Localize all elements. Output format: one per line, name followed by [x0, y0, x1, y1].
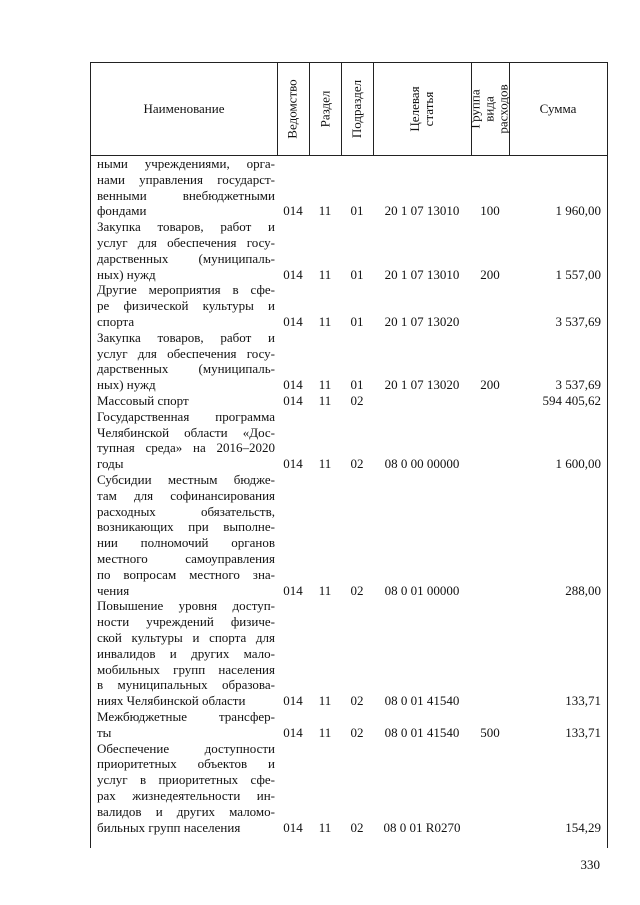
vedomstvo-cell: 014 [283, 693, 303, 709]
podrazdel-cell: 01 [350, 377, 364, 393]
table-row [91, 805, 607, 819]
table-row [91, 394, 607, 408]
table-row [91, 410, 607, 424]
row-name-line: местного самоуправления [97, 552, 275, 566]
summa-cell: 1 600,00 [555, 456, 601, 472]
gruppa-cell: 200 [480, 377, 500, 393]
table-row [91, 426, 607, 440]
razdel-cell: 11 [318, 819, 332, 835]
vedomstvo-cell: 014 [283, 724, 303, 740]
row-name-line: тупная среда» на 2016–2020 [97, 441, 275, 456]
podrazdel-cell: 01 [350, 203, 364, 219]
table-row [91, 726, 607, 740]
row-name-line: ре физической культуры и [97, 299, 275, 314]
table-row [91, 347, 607, 361]
row-name-line: ными учреждениями, орга- [97, 157, 275, 171]
row-name-line: Межбюджетные трансфер- [97, 710, 275, 724]
row-name-line: услуг для обеспечения госу- [97, 346, 275, 361]
table-row [91, 489, 607, 503]
razdel-cell: 11 [318, 314, 332, 329]
row-name-line: фондами [97, 204, 147, 219]
table-row [91, 757, 607, 771]
celevaya-cell: 08 0 00 00000 [384, 456, 460, 472]
razdel-cell: 11 [318, 693, 332, 709]
header-podrazdel: Подраздел [349, 79, 365, 139]
summa-cell: 288,00 [565, 582, 601, 598]
table-row [91, 773, 607, 787]
table-row [91, 789, 607, 803]
table-row [91, 331, 607, 345]
row-name-line: Государственная программа [97, 409, 275, 424]
table-row [91, 378, 607, 392]
summa-cell: 154,29 [565, 819, 601, 835]
table-row [91, 252, 607, 266]
podrazdel-cell: 02 [350, 819, 364, 835]
row-name-line: валидов и других маломо- [97, 804, 275, 819]
celevaya-cell: 08 0 01 41540 [384, 724, 460, 740]
table-row [91, 441, 607, 455]
table-row [91, 615, 607, 629]
celevaya-cell: 08 0 01 R0270 [383, 819, 461, 835]
row-name-line: ных) нужд [97, 378, 156, 393]
podrazdel-cell: 02 [350, 693, 364, 709]
table-row [91, 599, 607, 613]
row-name-line: мобильных групп населения [97, 662, 275, 677]
row-name-line: Массовый спорт [97, 394, 189, 408]
celevaya-cell: 20 1 07 13010 [384, 266, 460, 282]
vedomstvo-cell: 014 [283, 266, 303, 282]
row-name-line: инвалидов и других мало- [97, 646, 275, 661]
row-name-line: ности учреждений физиче- [97, 615, 275, 630]
table-row [91, 584, 607, 598]
razdel-cell: 11 [318, 456, 332, 472]
table-row [91, 631, 607, 645]
row-name-line: бильных групп населения [97, 820, 241, 835]
table-row [91, 505, 607, 519]
row-name-line: спорта [97, 315, 135, 329]
row-name-line: ской культуры и спорта для [97, 631, 275, 645]
row-name-line: Повышение уровня доступ- [97, 599, 275, 614]
row-name-line: рах жизнедеятельности ин- [97, 789, 275, 803]
row-name-line: ных) нужд [97, 267, 156, 282]
row-name-line: дарственных (муниципаль- [97, 251, 275, 266]
table-row [91, 821, 607, 835]
row-name-line: приоритетных объектов и [97, 757, 275, 772]
header-celevaya: Целевая статья [407, 86, 436, 132]
row-name-line: ты [97, 725, 112, 740]
row-name-line: нами управления государст- [97, 172, 275, 187]
table-row [91, 362, 607, 376]
table-row [91, 299, 607, 313]
podrazdel-cell: 01 [350, 266, 364, 282]
razdel-cell: 11 [318, 377, 332, 393]
gruppa-cell: 100 [480, 203, 500, 219]
budget-table [90, 62, 608, 848]
table-row [91, 173, 607, 187]
row-name-line: годы [97, 457, 124, 472]
summa-cell: 133,71 [565, 724, 601, 740]
table-row [91, 678, 607, 692]
podrazdel-cell: 02 [350, 393, 364, 408]
row-name-line: в муниципальных образова- [97, 678, 275, 693]
row-name-line: Челябинской области «Дос- [97, 425, 275, 440]
table-row [91, 157, 607, 171]
header-summa: Сумма [539, 101, 577, 116]
razdel-cell: 11 [318, 266, 332, 282]
vedomstvo-cell: 014 [283, 582, 303, 598]
summa-cell: 3 537,69 [555, 377, 601, 393]
vedomstvo-cell: 014 [283, 314, 303, 329]
gruppa-cell: 200 [480, 266, 500, 282]
table-row [91, 268, 607, 282]
table-row [91, 694, 607, 708]
podrazdel-cell: 02 [350, 724, 364, 740]
razdel-cell: 11 [318, 582, 332, 598]
row-name-line: ниях Челябинской области [97, 694, 246, 709]
celevaya-cell: 20 1 07 13010 [384, 203, 460, 219]
summa-cell: 133,71 [565, 693, 601, 709]
razdel-cell: 11 [318, 393, 332, 408]
row-name-line: по вопросам местного зна- [97, 567, 275, 582]
podrazdel-cell: 02 [350, 582, 364, 598]
summa-cell: 3 537,69 [555, 314, 601, 329]
row-name-line: дарственных (муниципаль- [97, 362, 275, 377]
row-name-line: услуг для обеспечения госу- [97, 236, 275, 250]
vedomstvo-cell: 014 [283, 203, 303, 219]
table-row [91, 647, 607, 661]
table-row [91, 552, 607, 566]
vedomstvo-cell: 014 [283, 393, 303, 408]
podrazdel-cell: 02 [350, 456, 364, 472]
header-name: Наименование [143, 101, 225, 116]
table-header [91, 62, 607, 156]
table-row [91, 536, 607, 550]
table-row [91, 520, 607, 534]
summa-cell: 1 557,00 [555, 266, 601, 282]
header-razdel: Раздел [317, 90, 332, 128]
row-name-line: Другие мероприятия в сфе- [97, 283, 275, 298]
razdel-cell: 11 [318, 203, 332, 219]
table-row [91, 283, 607, 297]
page-number: 330 [580, 857, 600, 872]
row-name-line: чения [97, 583, 130, 598]
header-vedomstvo: Ведомство [285, 79, 300, 139]
row-name-line: Обеспечение доступности [97, 741, 275, 756]
table-row [91, 315, 607, 329]
row-name-line: Субсидии местным бюдже- [97, 473, 275, 487]
table-row [91, 204, 607, 218]
row-name-line: возникающих при выполне- [97, 520, 275, 535]
vedomstvo-cell: 014 [283, 456, 303, 472]
header-gruppa: Группа вида расходов [468, 84, 512, 134]
row-name-line: услуг в приоритетных сфе- [97, 773, 275, 788]
table-row [91, 220, 607, 234]
vedomstvo-cell: 014 [283, 377, 303, 393]
row-name-line: нии полномочий органов [97, 536, 275, 551]
table-row [91, 457, 607, 471]
vedomstvo-cell: 014 [283, 819, 303, 835]
celevaya-cell: 20 1 07 13020 [384, 314, 460, 329]
razdel-cell: 11 [318, 724, 332, 740]
table-row [91, 568, 607, 582]
summa-cell: 1 960,00 [555, 203, 601, 219]
table-row [91, 189, 607, 203]
row-name-line: венными внебюджетными [97, 188, 275, 203]
table-row [91, 236, 607, 250]
table-row [91, 473, 607, 487]
row-name-line: Закупка товаров, работ и [97, 220, 275, 235]
summa-cell: 594 405,62 [542, 393, 601, 408]
celevaya-cell: 20 1 07 13020 [384, 377, 460, 393]
row-name-line: расходных обязательств, [97, 504, 275, 519]
celevaya-cell: 08 0 01 41540 [384, 693, 460, 709]
row-name-line: Закупка товаров, работ и [97, 330, 275, 345]
table-row [91, 710, 607, 724]
gruppa-cell: 500 [480, 724, 500, 740]
table-row [91, 663, 607, 677]
celevaya-cell: 08 0 01 00000 [384, 582, 460, 598]
podrazdel-cell: 01 [350, 314, 364, 329]
table-row [91, 742, 607, 756]
row-name-line: там для софинансирования [97, 488, 275, 503]
